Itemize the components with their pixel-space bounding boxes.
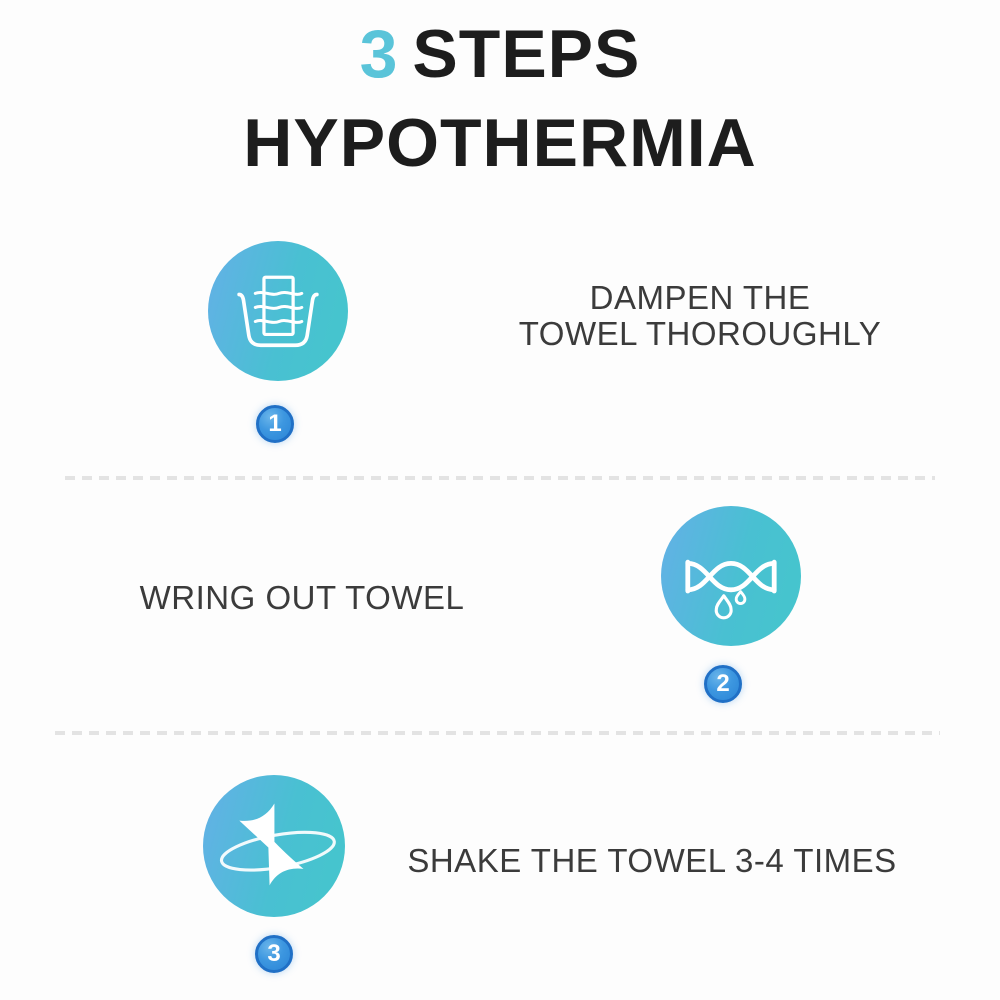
step3-label-line1: SHAKE THE TOWEL 3-4 TIMES xyxy=(407,842,897,879)
dashed-divider-2 xyxy=(55,731,940,735)
step1-number-badge: 1 xyxy=(256,405,294,443)
step1-icon-circle xyxy=(208,241,348,381)
step2-icon-circle xyxy=(661,506,801,646)
soak-towel-basin-icon xyxy=(224,261,332,369)
title-steps-word: STEPS xyxy=(412,16,641,92)
step1-label-line2: TOWEL THOROUGHLY xyxy=(518,315,882,352)
step3-icon-circle xyxy=(203,775,345,917)
wring-towel-icon xyxy=(671,519,791,639)
page-title xyxy=(0,10,1000,188)
dashed-divider-1 xyxy=(65,476,935,480)
step1-label-line1: DAMPEN THE xyxy=(589,279,811,316)
step2-label xyxy=(80,580,524,616)
title-step-count: 3 xyxy=(359,16,399,92)
step2-label-line1: WRING OUT TOWEL xyxy=(139,579,465,616)
title-line-hypothermia: HYPOTHERMIA xyxy=(243,105,757,181)
step1-label xyxy=(480,280,920,352)
shake-towel-icon xyxy=(209,781,339,911)
step2-number-badge: 2 xyxy=(704,665,742,703)
title-line-steps xyxy=(0,10,1000,99)
step3-number-badge: 3 xyxy=(255,935,293,973)
step3-label xyxy=(402,843,902,879)
